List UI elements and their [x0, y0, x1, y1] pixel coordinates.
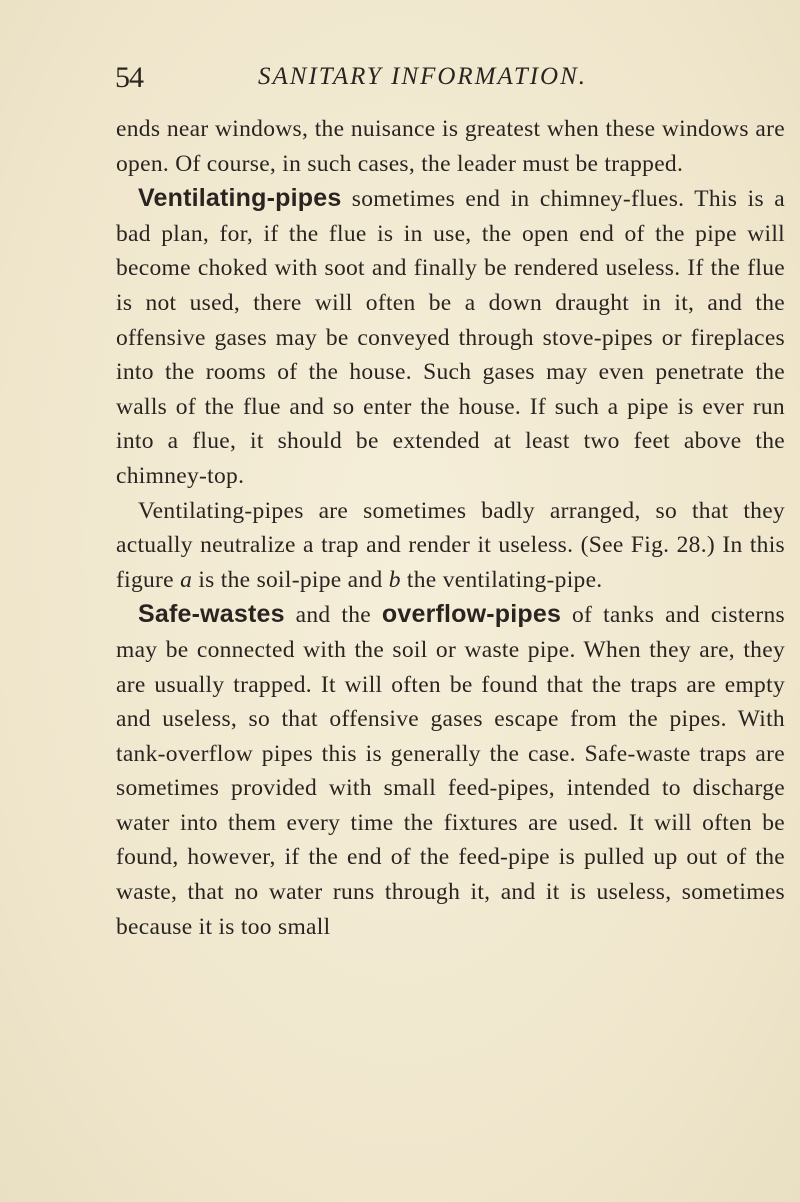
figure-label-b: b	[388, 566, 401, 593]
paragraph-text: of tanks and cisterns may be connected with the soil or waste pipe. When they are, they are usually trapped. It will often be found that the traps are empty and useless, so that offensive gases escape from the pipes. With tank-overflow pipes this is generally the case. Safe-waste traps are sometimes provided with small feed-pipes, intended to discharge water into them every time the fixtures are used. It will often be found, however, if the end of the feed-pipe is pulled up out of the waste, that no water runs through it, and it is useless, sometimes because it is too small	[116, 602, 786, 940]
paragraph-continuation	[116, 112, 785, 181]
body-text	[116, 112, 785, 944]
paragraph-text: ends near windows, the nuisance is greatest when these windows are open. Of course, in such cases, the leader must be trapped.	[116, 116, 785, 177]
paragraph-text: is the soil-pipe and	[192, 566, 389, 593]
paragraph-text: sometimes end in chimney-flues. This is a bad plan, for, if the flue is in use, the open end of the pipe will become choked with soot and finally be rendered useless. If the flue is not used, there will often be a down draught in it, and the offensive gases may be conveyed through stove-pipes or fireplaces into the rooms of the house. Such gases may even penetrate the walls of the flue and so enter the house. If such a pipe is ever run into a flue, it should be extended at least two feet above the chimney-top.	[116, 186, 785, 489]
sidehead-ventilating-pipes: Ventilating-pipes	[138, 184, 342, 213]
paragraph-text: and the	[284, 602, 382, 629]
paragraph-text: Ventilating-pipes are sometimes badly arranged, so that they actually neutralize a trap and render it useless. (See Fig. 28.) In this figure	[116, 497, 785, 593]
page-number: 54	[115, 61, 143, 94]
page-header	[0, 58, 800, 98]
sidehead-safe-wastes: Safe-wastes	[138, 600, 285, 629]
figure-label-a: a	[180, 566, 193, 593]
running-head: SANITARY INFORMATION.	[258, 63, 588, 90]
paragraph-badly-arranged	[116, 494, 785, 598]
paragraph-safe-wastes	[116, 597, 785, 944]
paragraph-ventilating-pipes	[116, 181, 785, 493]
sidehead-overflow-pipes: overflow-pipes	[381, 600, 562, 629]
paragraph-text: the ventilating-pipe.	[400, 566, 603, 593]
